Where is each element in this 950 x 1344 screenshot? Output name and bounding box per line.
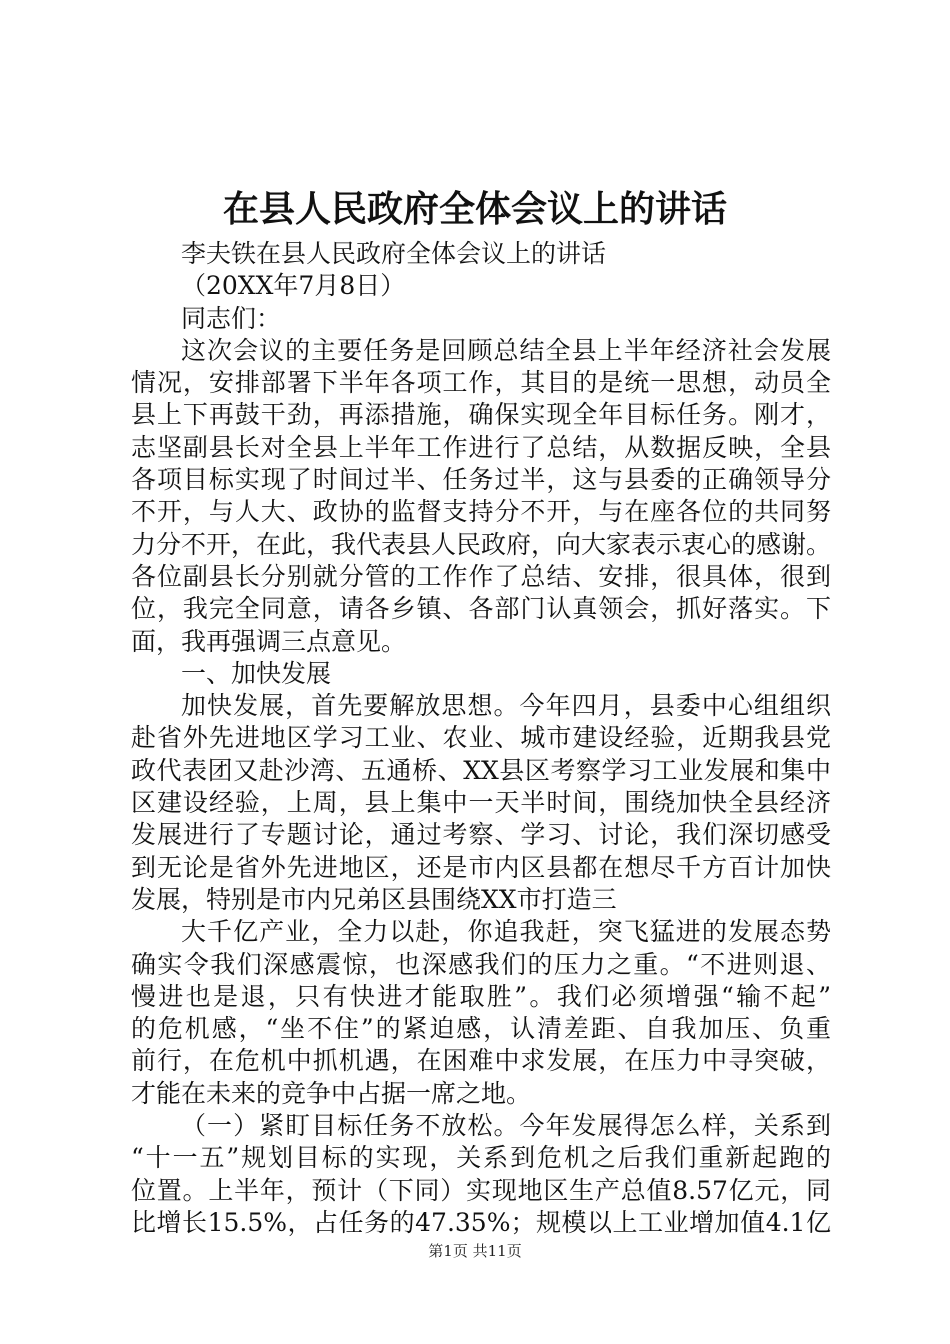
text-line: 慢进也是退，只有快进才能取胜”。我们必须增强“输不起” <box>131 981 831 1011</box>
text-line: 县上下再鼓干劲，再添措施，确保实现全年目标任务。刚才， <box>131 400 831 430</box>
text-line: 志坚副县长对全县上半年工作进行了总结，从数据反映，全县 <box>131 432 831 462</box>
text-line: 区建设经验，上周，县上集中一天半时间，围绕加快全县经济 <box>131 788 831 818</box>
page-footer: 第1页 共11页 <box>428 1242 522 1260</box>
text-line: 发展进行了专题讨论，通过考察、学习、讨论，我们深切感受 <box>131 820 831 850</box>
text-line: （20XX年7月8日） <box>181 271 406 301</box>
text-line: 一、加快发展 <box>181 658 332 688</box>
text-line: 李夫铁在县人民政府全体会议上的讲话 <box>181 239 607 268</box>
document-title: 在县人民政府全体会议上的讲话 <box>222 188 727 230</box>
text-line: 发展，特别是市内兄弟区县围绕XX市打造三 <box>131 884 617 914</box>
text-line: 同志们： <box>181 303 282 333</box>
text-line: 各项目标实现了时间过半、任务过半，这与县委的正确领导分 <box>131 465 831 495</box>
text-line: 力分不开，在此，我代表县人民政府，向大家表示衷心的感谢。 <box>131 529 832 559</box>
text-line: 这次会议的主要任务是回顾总结全县上半年经济社会发展 <box>181 335 831 365</box>
text-line: 大千亿产业，全力以赴，你追我赶，突飞猛进的发展态势 <box>181 917 831 947</box>
text-line: 位，我完全同意，请各乡镇、各部门认真领会，抓好落实。下 <box>131 594 831 624</box>
text-line: 位置。上半年，预计（下同）实现地区生产总值8.57亿元，同 <box>131 1175 831 1205</box>
text-line: 的危机感，“坐不住”的紧迫感，认清差距、自我加压、负重 <box>131 1014 831 1044</box>
text-line: 确实令我们深感震惊，也深感我们的压力之重。“不进则退、 <box>131 949 831 979</box>
text-line: 前行，在危机中抓机遇，在困难中求发展，在压力中寻突破， <box>131 1046 831 1076</box>
text-line: （一）紧盯目标任务不放松。今年发展得怎么样，关系到 <box>181 1111 831 1141</box>
text-line: 情况，安排部署下半年各项工作，其目的是统一思想，动员全 <box>131 368 831 398</box>
text-line: 各位副县长分别就分管的工作作了总结、安排，很具体，很到 <box>131 561 831 591</box>
text-line: 才能在未来的竞争中占据一席之地。 <box>131 1078 532 1108</box>
text-line: 政代表团又赴沙湾、五通桥、XX县区考察学习工业发展和集中 <box>131 755 831 785</box>
text-line: 到无论是省外先进地区，还是市内区县都在想尽千方百计加快 <box>131 852 831 882</box>
text-line: 赴省外先进地区学习工业、农业、城市建设经验，近期我县党 <box>131 723 831 753</box>
text-line: “十一五”规划目标的实现，关系到危机之后我们重新起跑的 <box>131 1143 831 1173</box>
text-line: 加快发展，首先要解放思想。今年四月，县委中心组组织 <box>181 691 831 721</box>
text-line: 比增长15.5%，占任务的47.35%；规模以上工业增加值4.1亿 <box>131 1207 831 1237</box>
document-body <box>131 238 831 1239</box>
text-line: 不开，与人大、政协的监督支持分不开，与在座各位的共同努 <box>131 497 831 527</box>
text-line: 面，我再强调三点意见。 <box>131 626 407 656</box>
